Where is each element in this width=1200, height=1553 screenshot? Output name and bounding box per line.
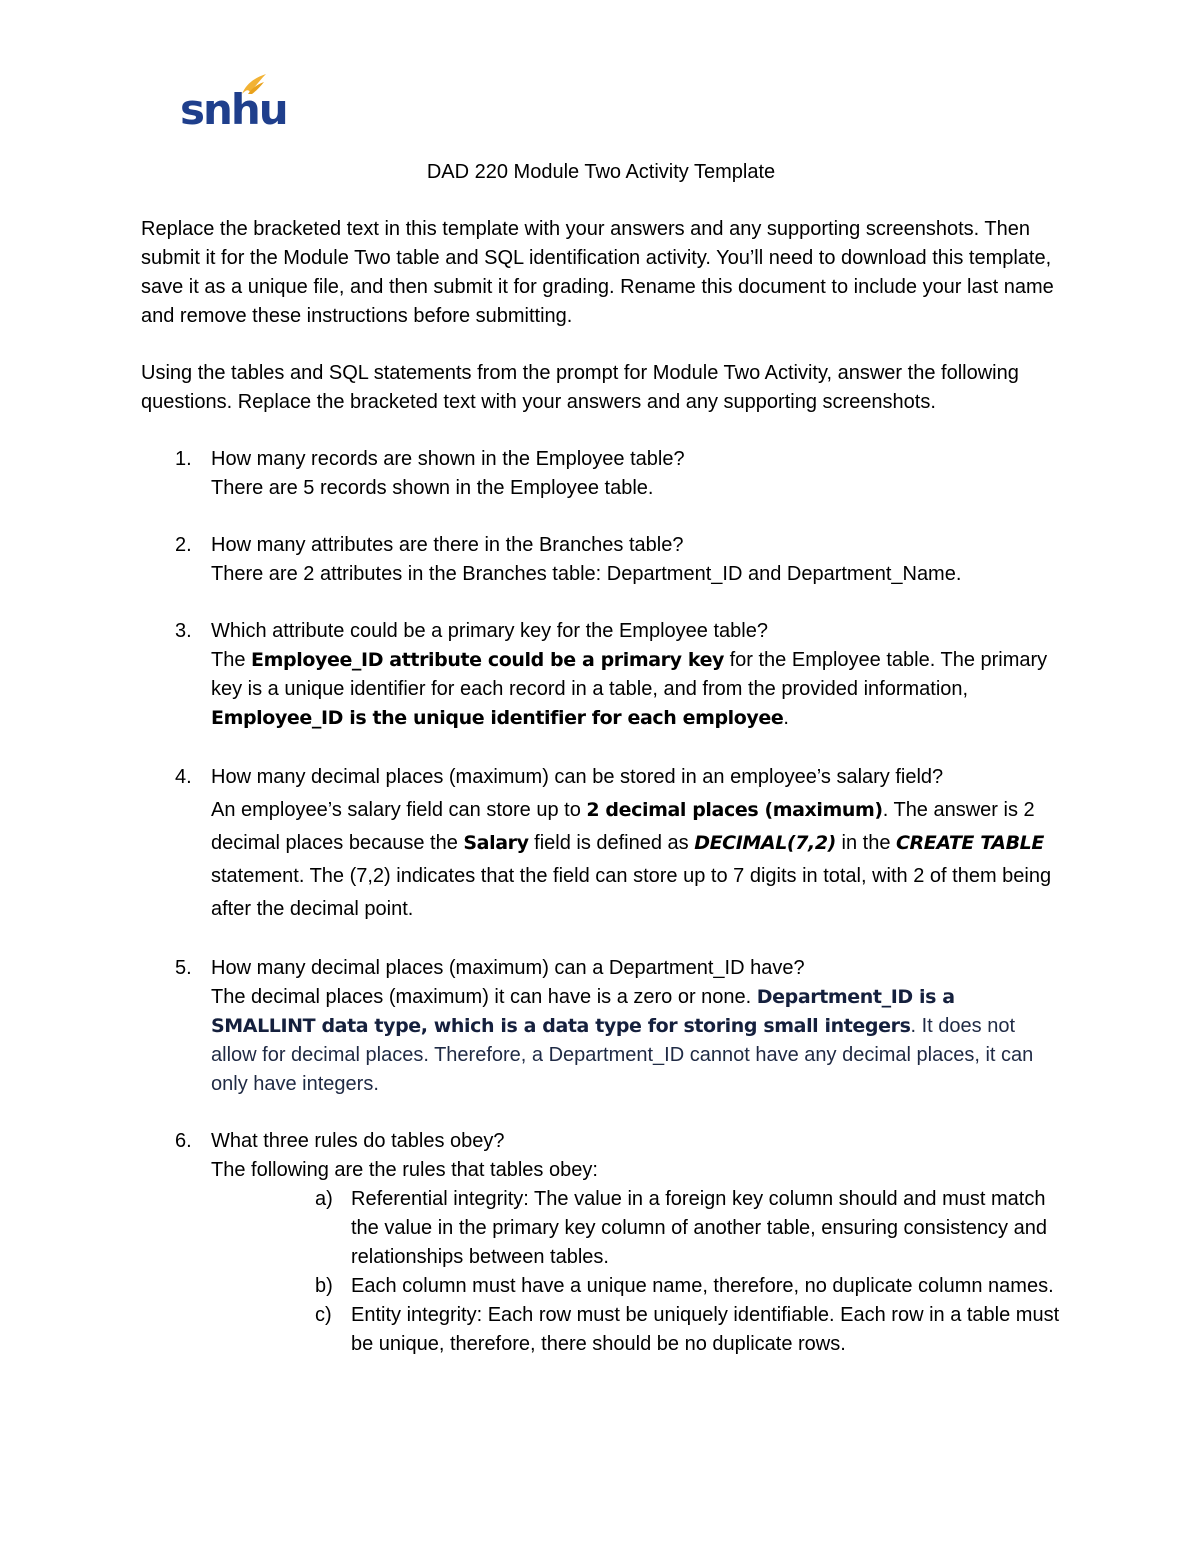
rule-text: Entity integrity: Each row must be uniquely identifiable. Each row in a table must be unique, therefore, there should be no duplicate rows. [351,1304,1060,1355]
answer-text: There are 2 attributes in the Branches table: Department_ID and Department_Name. [211,563,962,585]
question-text: Which attribute could be a primary key for the Employee table? [211,620,768,642]
question-number: 4. [175,766,192,788]
rule-item [315,1301,1061,1359]
answer-text: There are 5 records shown in the Employee table. [211,477,654,499]
question-text: How many decimal places (maximum) can be stored in an employee’s salary field? [211,766,944,788]
question-item-3 [141,617,1061,733]
answer-text: The decimal places (maximum) it can have is a zero or none. Department_ID is a SMALLINT data type, which is a data type for storing small integers. It does not allow for decimal places. Therefore, a Department_ID cannot have any decimal places, it can only have integers. [211,986,1034,1095]
rule-item [315,1185,1061,1272]
answer-emphasis: Department_ID is a SMALLINT data type, which is a data type for storing small integers [211,986,955,1037]
answer-text: An employee’s salary field can store up to 2 decimal places (maximum). The answer is 2 decimal places because the Salary field is defined as DECIMAL(7,2) in the CREATE TABLE statement. The (7,2) indicates that the field can store up to 7 digits in total, with 2 of them being after the decimal point. [211,799,1052,920]
intro-paragraph: Replace the bracketed text in this template with your answers and any supporting screenshots. Then submit it for the Module Two table and SQL identification activity. You’ll need to download this template, save it as a unique file, and then submit it for grading. Rename this document to include your last name and remove these instructions before submitting. [141,218,1054,327]
question-number: 2. [175,534,192,556]
create-table-keyword: CREATE TABLE [896,832,1044,854]
question-item-6 [141,1127,1061,1359]
answer-text: The following are the rules that tables obey: [211,1159,598,1181]
answer-text: The Employee_ID attribute could be a primary key for the Employee table. The primary key is a unique identifier for each record in a table, and from the provided information, Employee_ID is the unique identifier for each employee. [211,649,1048,729]
question-number: 5. [175,957,192,979]
question-text: How many attributes are there in the Branches table? [211,534,684,556]
decimal-type: DECIMAL(7,2) [694,832,836,854]
answer-emphasis: Employee_ID attribute could be a primary key [251,649,725,671]
question-text: What three rules do tables obey? [211,1130,505,1152]
logo-wordmark: snhu [180,85,287,134]
question-number: 6. [175,1130,192,1152]
instructions-paragraph: Using the tables and SQL statements from the prompt for Module Two Activity, answer the following questions. Replace the bracketed text with your answers and any supporting screenshots. [141,362,1019,413]
document-body [141,158,1061,1387]
question-item-1 [141,445,1061,503]
answer-emphasis: Employee_ID is the unique identifier for each employee [211,707,784,729]
question-text: How many decimal places (maximum) can a Department_ID have? [211,957,805,979]
question-item-2 [141,531,1061,589]
rule-item [315,1272,1061,1301]
rule-label: b) [315,1275,333,1297]
question-number: 3. [175,620,192,642]
question-number: 1. [175,448,192,470]
rule-text: Referential integrity: The value in a foreign key column should and must match the value in the primary key column of another table, ensuring consistency and relationships between tables. [351,1188,1047,1268]
questions-list [141,445,1061,1359]
salary-field-name: Salary [463,832,529,854]
rule-label: a) [315,1188,333,1210]
question-item-5 [141,954,1061,1099]
page-title: DAD 220 Module Two Activity Template [426,161,776,183]
rule-label: c) [315,1304,332,1326]
answer-emphasis: 2 decimal places (maximum) [586,799,883,821]
rules-list [211,1185,1061,1359]
rule-text: Each column must have a unique name, therefore, no duplicate column names. [351,1275,1054,1297]
question-text: How many records are shown in the Employee table? [211,448,685,470]
snhu-logo [180,72,287,134]
question-item-4 [141,761,1061,926]
